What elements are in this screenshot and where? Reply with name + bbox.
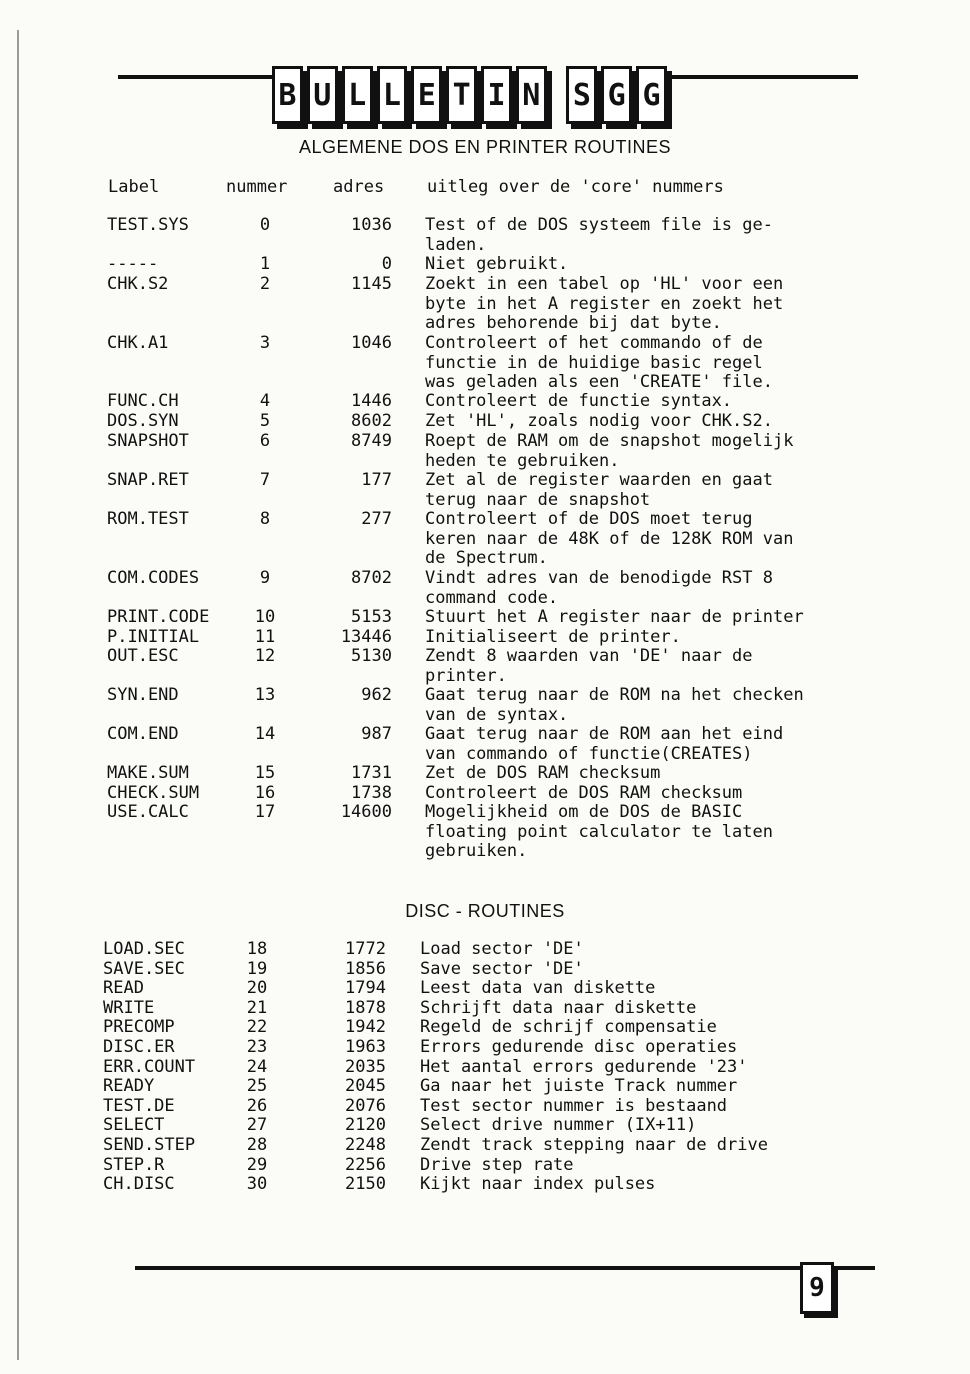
routine-label: CHK.A1	[107, 333, 169, 353]
routine-address: 962	[361, 685, 392, 705]
routine-label: SYN.END	[107, 685, 179, 705]
logo-letter-tile: G	[636, 66, 667, 124]
routine-label: SELECT	[103, 1115, 165, 1135]
routine-number: 21	[246, 998, 268, 1018]
page-title: ALGEMENE DOS EN PRINTER ROUTINES	[298, 137, 672, 157]
routine-description: Kijkt naar index pulses	[420, 1174, 656, 1194]
routine-label: COM.END	[107, 724, 179, 744]
routine-description: Zet al de register waarden en gaat terug naar de snapshot	[425, 470, 773, 510]
routine-description: Vindt adres van de benodigde RST 8 command code.	[425, 568, 773, 608]
routine-address: 1046	[351, 333, 392, 353]
routine-number: 13	[254, 685, 276, 705]
routine-label: -----	[107, 254, 159, 274]
binder-margin-line	[17, 30, 19, 1360]
routine-number: 16	[254, 783, 276, 803]
routine-number: 14	[254, 724, 276, 744]
routine-number: 12	[254, 646, 276, 666]
routine-description: Gaat terug naar de ROM na het checken van de syntax.	[425, 685, 804, 725]
routine-address: 8749	[351, 431, 392, 451]
routine-address: 2035	[345, 1057, 386, 1077]
column-header-label: Label	[108, 177, 160, 197]
routine-description: Zoekt in een tabel op 'HL' voor een byte in het A register en zoekt het adres behorende bij dat byte.	[425, 274, 784, 334]
routine-label: READ	[103, 978, 144, 998]
routine-address: 1942	[345, 1017, 386, 1037]
routine-number: 26	[246, 1096, 268, 1116]
routine-description: Load sector 'DE'	[420, 939, 584, 959]
routine-address: 2256	[345, 1155, 386, 1175]
routine-label: ROM.TEST	[107, 509, 189, 529]
routine-description: Errors gedurende disc operaties	[420, 1037, 738, 1057]
logo-letter-tile: U	[307, 66, 338, 124]
routine-description: Controleert of de DOS moet terug keren naar de 48K of de 128K ROM van de Spectrum.	[425, 509, 794, 569]
routine-description: Save sector 'DE'	[420, 959, 584, 979]
routine-address: 987	[361, 724, 392, 744]
routine-number: 25	[246, 1076, 268, 1096]
routine-address: 13446	[340, 627, 392, 647]
routine-number: 23	[246, 1037, 268, 1057]
routine-number: 11	[254, 627, 276, 647]
routine-address: 1963	[345, 1037, 386, 1057]
routine-address: 1446	[351, 391, 392, 411]
routine-label: CH.DISC	[103, 1174, 175, 1194]
routine-description: Drive step rate	[420, 1155, 574, 1175]
page-number: 9	[800, 1262, 834, 1314]
routine-address: 1878	[345, 998, 386, 1018]
disc-section-title: DISC - ROUTINES	[405, 901, 565, 921]
routine-address: 2248	[345, 1135, 386, 1155]
bulletin-sgg-logo	[272, 66, 667, 128]
routine-description: Controleert of het commando of de functie in de huidige basic regel was geladen als een 'CREATE' file.	[425, 333, 773, 393]
routine-number: 8	[259, 509, 271, 529]
routine-number: 10	[254, 607, 276, 627]
routine-label: CHECK.SUM	[107, 783, 200, 803]
column-header-number: nummer	[226, 177, 288, 197]
header-rule-left	[118, 75, 275, 79]
routine-address: 5130	[351, 646, 392, 666]
column-header-address: adres	[333, 177, 385, 197]
routine-description: Zendt 8 waarden van 'DE' naar de printer.	[425, 646, 753, 686]
routine-address: 2076	[345, 1096, 386, 1116]
routine-number: 4	[259, 391, 271, 411]
routine-label: OUT.ESC	[107, 646, 179, 666]
routine-address: 2045	[345, 1076, 386, 1096]
routine-address: 2120	[345, 1115, 386, 1135]
routine-description: Mogelijkheid om de DOS de BASIC floating point calculator te laten gebruiken.	[425, 802, 773, 862]
routine-address: 14600	[340, 802, 392, 822]
routine-number: 18	[246, 939, 268, 959]
routine-number: 20	[246, 978, 268, 998]
routine-label: SEND.STEP	[103, 1135, 196, 1155]
routine-number: 15	[254, 763, 276, 783]
routine-description: Schrijft data naar diskette	[420, 998, 697, 1018]
routine-address: 277	[361, 509, 392, 529]
routine-description: Leest data van diskette	[420, 978, 656, 998]
routine-description: Ga naar het juiste Track nummer	[420, 1076, 738, 1096]
routine-number: 7	[259, 470, 271, 490]
routine-address: 1036	[351, 215, 392, 235]
routine-address: 1738	[351, 783, 392, 803]
routine-number: 28	[246, 1135, 268, 1155]
routine-description: Gaat terug naar de ROM aan het eind van commando of functie(CREATES)	[425, 724, 784, 764]
routine-number: 24	[246, 1057, 268, 1077]
routine-label: FUNC.CH	[107, 391, 179, 411]
routine-number: 9	[259, 568, 271, 588]
footer-rule	[135, 1266, 795, 1270]
routine-description: Zendt track stepping naar de drive	[420, 1135, 768, 1155]
routine-label: P.INITIAL	[107, 627, 200, 647]
routine-number: 0	[259, 215, 271, 235]
header-rule-right	[663, 75, 858, 79]
routine-label: ERR.COUNT	[103, 1057, 196, 1077]
routine-label: WRITE	[103, 998, 155, 1018]
routine-description: Controleert de DOS RAM checksum	[425, 783, 743, 803]
routine-label: READY	[103, 1076, 155, 1096]
routine-address: 177	[361, 470, 392, 490]
logo-letter-tile: E	[411, 66, 442, 124]
routine-label: CHK.S2	[107, 274, 169, 294]
routine-label: DOS.SYN	[107, 411, 179, 431]
routine-label: COM.CODES	[107, 568, 200, 588]
routine-description: Zet 'HL', zoals nodig voor CHK.S2.	[425, 411, 773, 431]
routine-label: SNAP.RET	[107, 470, 189, 490]
routine-address: 0	[381, 254, 392, 274]
routine-number: 1	[259, 254, 271, 274]
routine-label: TEST.DE	[103, 1096, 175, 1116]
routine-address: 1731	[351, 763, 392, 783]
routine-description: Select drive nummer (IX+11)	[420, 1115, 697, 1135]
routine-description: Test sector nummer is bestaand	[420, 1096, 728, 1116]
routine-address: 8602	[351, 411, 392, 431]
routine-description: Test of de DOS systeem file is ge- laden.	[425, 215, 773, 255]
routine-label: USE.CALC	[107, 802, 189, 822]
routine-address: 5153	[351, 607, 392, 627]
logo-letter-tile: G	[601, 66, 632, 124]
logo-letter-tile: T	[446, 66, 477, 124]
logo-letter-tile: I	[481, 66, 512, 124]
logo-letter-tile: N	[516, 66, 547, 124]
routine-label: PRINT.CODE	[107, 607, 210, 627]
routine-number: 2	[259, 274, 271, 294]
logo-letter-tile: L	[342, 66, 373, 124]
routine-address: 1145	[351, 274, 392, 294]
routine-number: 6	[259, 431, 271, 451]
routine-label: LOAD.SEC	[103, 939, 185, 959]
routine-description: Regeld de schrijf compensatie	[420, 1017, 717, 1037]
routine-description: Initialiseert de printer.	[425, 627, 681, 647]
routine-description: Roept de RAM om de snapshot mogelijk heden te gebruiken.	[425, 431, 794, 471]
routine-description: Zet de DOS RAM checksum	[425, 763, 661, 783]
routine-label: TEST.SYS	[107, 215, 189, 235]
routine-address: 1856	[345, 959, 386, 979]
routine-address: 2150	[345, 1174, 386, 1194]
routine-address: 1772	[345, 939, 386, 959]
logo-letter-tile: S	[566, 66, 597, 124]
routine-label: PRECOMP	[103, 1017, 175, 1037]
routine-number: 17	[254, 802, 276, 822]
routine-number: 5	[259, 411, 271, 431]
routine-number: 30	[246, 1174, 268, 1194]
routine-label: SNAPSHOT	[107, 431, 189, 451]
routine-number: 3	[259, 333, 271, 353]
routine-address: 8702	[351, 568, 392, 588]
routine-description: Het aantal errors gedurende '23'	[420, 1057, 748, 1077]
routine-label: STEP.R	[103, 1155, 165, 1175]
routine-description: Controleert de functie syntax.	[425, 391, 733, 411]
routine-label: DISC.ER	[103, 1037, 175, 1057]
routine-label: MAKE.SUM	[107, 763, 189, 783]
routine-description: Stuurt het A register naar de printer	[425, 607, 804, 627]
routine-description: Niet gebruikt.	[425, 254, 569, 274]
logo-letter-tile: L	[377, 66, 408, 124]
logo-letter-tile: B	[272, 66, 303, 124]
routine-number: 22	[246, 1017, 268, 1037]
column-header-description: uitleg over de 'core' nummers	[427, 177, 724, 197]
routine-address: 1794	[345, 978, 386, 998]
routine-number: 19	[246, 959, 268, 979]
routine-label: SAVE.SEC	[103, 959, 185, 979]
routine-number: 27	[246, 1115, 268, 1135]
routine-number: 29	[246, 1155, 268, 1175]
